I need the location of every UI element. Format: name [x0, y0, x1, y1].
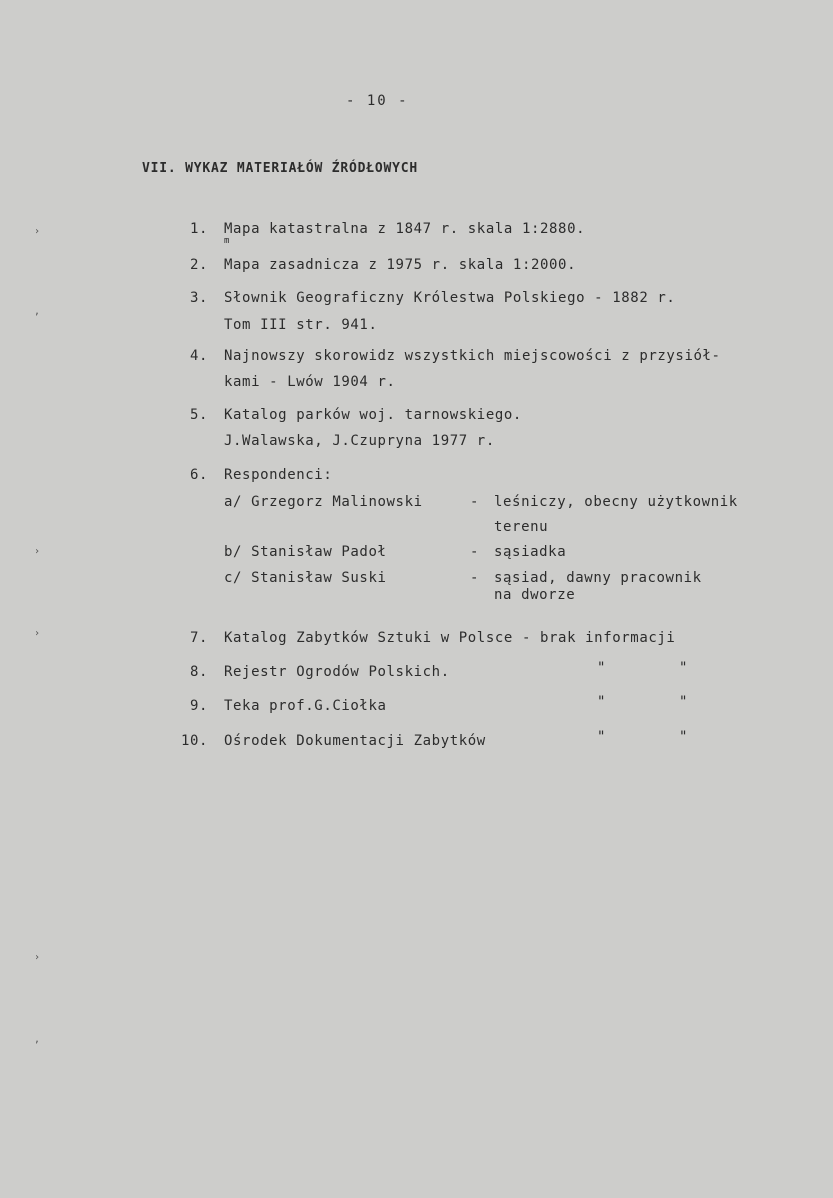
item-number: 8. — [190, 664, 209, 680]
respondent-role-continuation: na dworze — [494, 587, 576, 603]
item-text: Rejestr Ogrodów Polskich. — [224, 664, 450, 680]
margin-mark: › — [34, 226, 41, 237]
ditto-mark: " — [679, 694, 689, 710]
item-number: 9. — [190, 698, 209, 714]
page-number: - 10 - — [346, 93, 409, 109]
item-text: Respondenci: — [224, 467, 333, 483]
respondent-name: a/ Grzegorz Malinowski — [224, 494, 423, 510]
item-number: 10. — [181, 733, 209, 749]
item-number: 4. — [190, 348, 209, 364]
item-number: 1. — [190, 221, 209, 237]
respondent-role-continuation: terenu — [494, 519, 549, 535]
item-text-continuation: kami - Lwów 1904 r. — [224, 374, 396, 390]
item-annotation: m — [224, 236, 231, 246]
respondent-dash: - — [470, 570, 480, 586]
section-heading: VII. WYKAZ MATERIAŁÓW ŹRÓDŁOWYCH — [142, 161, 419, 176]
margin-mark: ‚ — [34, 306, 41, 317]
respondent-name: b/ Stanisław Padoł — [224, 544, 387, 560]
item-text-continuation: Tom III str. 941. — [224, 317, 378, 333]
respondent-role: leśniczy, obecny użytkownik — [494, 494, 738, 510]
item-text: Słownik Geograficzny Królestwa Polskiego - 1882 r. — [224, 290, 676, 306]
margin-mark: › — [34, 952, 41, 963]
ditto-mark: " — [679, 660, 689, 676]
ditto-mark: " — [597, 694, 607, 710]
item-text: Mapa zasadnicza z 1975 r. skala 1:2000. — [224, 257, 577, 273]
margin-mark: ‚ — [34, 1034, 41, 1045]
item-number: 5. — [190, 407, 209, 423]
margin-mark: › — [34, 628, 41, 639]
margin-mark: › — [34, 546, 41, 557]
respondent-dash: - — [470, 544, 480, 560]
item-text-continuation: J.Walawska, J.Czupryna 1977 r. — [224, 433, 495, 449]
item-text: Teka prof.G.Ciołka — [224, 698, 387, 714]
item-text: Ośrodek Dokumentacji Zabytków — [224, 733, 486, 749]
item-number: 6. — [190, 467, 209, 483]
respondent-dash: - — [470, 494, 480, 510]
respondent-name: c/ Stanisław Suski — [224, 570, 387, 586]
item-text: Mapa katastralna z 1847 r. skala 1:2880. — [224, 221, 586, 237]
ditto-mark: " — [597, 660, 607, 676]
item-number: 3. — [190, 290, 209, 306]
ditto-mark: " — [597, 729, 607, 745]
respondent-role: sąsiad, dawny pracownik — [494, 570, 702, 586]
item-number: 7. — [190, 630, 209, 646]
item-text: Najnowszy skorowidz wszystkich miejscowości z przysiół- — [224, 348, 721, 364]
item-text: Katalog parków woj. tarnowskiego. — [224, 407, 522, 423]
respondent-role: sąsiadka — [494, 544, 567, 560]
item-text: Katalog Zabytków Sztuki w Polsce - brak informacji — [224, 630, 676, 646]
ditto-mark: " — [679, 729, 689, 745]
item-number: 2. — [190, 257, 209, 273]
